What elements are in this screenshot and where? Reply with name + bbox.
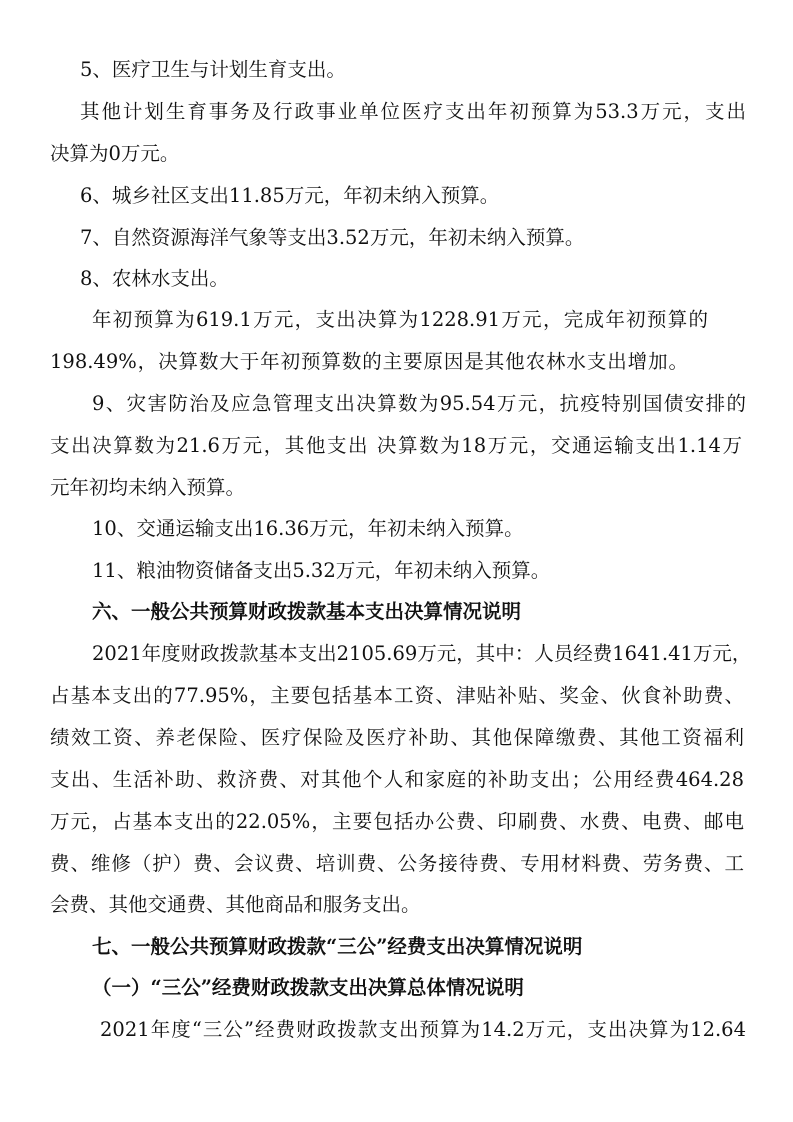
paragraph-line: 万元，占基本支出的22.05%，主要包括办公费、印刷费、水费、电费、邮电 — [50, 810, 744, 833]
section-six-heading: 六、一般公共预算财政拨款基本支出决算情况说明 — [92, 600, 522, 623]
paragraph-line: 元年初均未纳入预算。 — [50, 476, 246, 499]
subsection-one-heading: （一）“三公”经费财政拨款支出决算总体情况说明 — [92, 976, 524, 999]
paragraph-line: 年初预算为619.1万元，支出决算为1228.91万元，完成年初预算的 — [92, 308, 708, 331]
paragraph-line: 会费、其他交通费、其他商品和服务支出。 — [50, 893, 421, 916]
paragraph-line: 2021年度“三公”经费财政拨款支出预算为14.2万元，支出决算为12.64 — [100, 1018, 746, 1041]
item-7-line: 7、自然资源海洋气象等支出3.52万元，年初未纳入预算。 — [80, 226, 585, 249]
item-9-line: 9、灾害防治及应急管理支出决算数为95.54万元，抗疫特别国债安排的 — [92, 392, 746, 415]
paragraph-line: 决算为0万元。 — [50, 142, 180, 165]
paragraph-line: 2021年度财政拨款基本支出2105.69万元，其中：人员经费1641.41万元， — [92, 642, 752, 665]
paragraph-line: 支出、生活补助、救济费、对其他个人和家庭的补助支出；公用经费464.28 — [50, 768, 744, 791]
item-11-line: 11、粮油物资储备支出5.32万元，年初未纳入预算。 — [92, 559, 551, 582]
paragraph-line: 198.49%，决算数大于年初预算数的主要原因是其他农林水支出增加。 — [50, 350, 688, 373]
paragraph-line: 支出决算数为21.6万元，其他支出 决算数为18万元，交通运输支出1.14万 — [50, 434, 742, 457]
item-6-line: 6、城乡社区支出11.85万元，年初未纳入预算。 — [80, 184, 500, 207]
paragraph-line: 其他计划生育事务及行政事业单位医疗支出年初预算为53.3万元，支出 — [80, 100, 746, 123]
section-seven-heading: 七、一般公共预算财政拨款“三公”经费支出决算情况说明 — [92, 935, 583, 958]
item-10-line: 10、交通运输支出16.36万元，年初未纳入预算。 — [92, 517, 524, 540]
paragraph-line: 绩效工资、养老保险、医疗保险及医疗补助、其他保障缴费、其他工资福利 — [50, 726, 744, 749]
paragraph-line: 占基本支出的77.95%，主要包括基本工资、津贴补贴、奖金、伙食补助费、 — [50, 684, 744, 707]
paragraph-line: 费、维修（护）费、会议费、培训费、公务接待费、专用材料费、劳务费、工 — [50, 852, 744, 875]
item-5-heading: 5、医疗卫生与计划生育支出。 — [80, 58, 346, 81]
item-8-heading: 8、农林水支出。 — [80, 267, 229, 290]
